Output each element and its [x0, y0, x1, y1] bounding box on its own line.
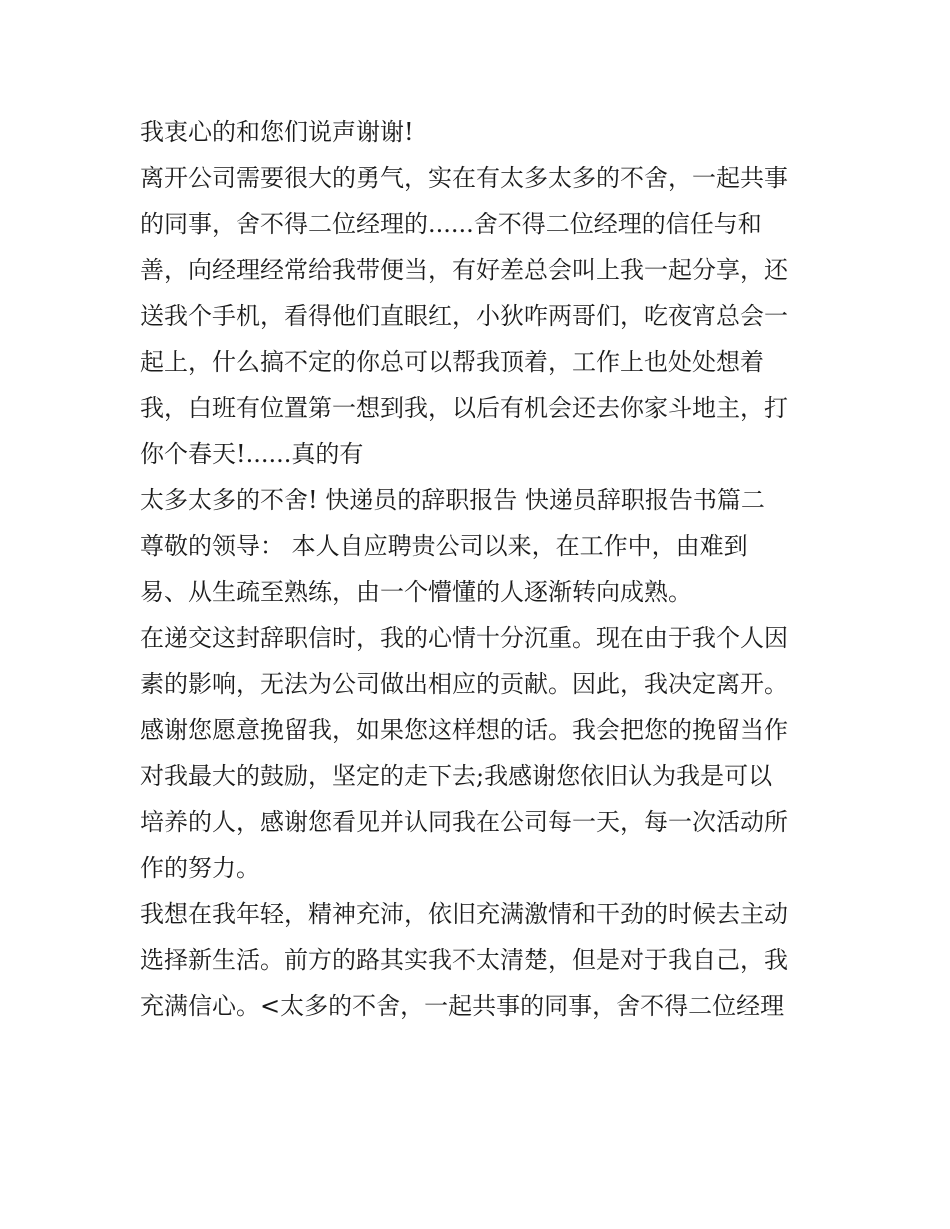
text-line: 我想在我年轻，精神充沛，依旧充满激情和干劲的时候去主动: [140, 900, 788, 928]
text-line: 送我个手机，看得他们直眼红，小狄咋两哥们，吃夜宵总会一: [140, 302, 788, 330]
text-line: 对我最大的鼓励，坚定的走下去;我感谢您依旧认为我是可以: [140, 762, 773, 790]
text-line: 太多太多的不舍! 快递员的辞职报告 快递员辞职报告书篇二: [140, 486, 765, 514]
text-line: 作的努力。: [140, 854, 260, 882]
text-line: 的同事，舍不得二位经理的......舍不得二位经理的信任与和: [140, 210, 762, 238]
text-line: 善，向经理经常给我带便当，有好差总会叫上我一起分享，还: [140, 256, 788, 284]
text-line: 素的影响，无法为公司做出相应的贡献。因此，我决定离开。: [140, 670, 788, 698]
text-line: 选择新生活。前方的路其实我不太清楚，但是对于我自己，我: [140, 946, 788, 974]
text-line: 我衷心的和您们说声谢谢!: [140, 118, 414, 146]
text-line: 起上，什么搞不定的你总可以帮我顶着，工作上也处处想着: [140, 348, 764, 376]
text-line: 你个春天!......真的有: [140, 440, 364, 468]
text-line: 感谢您愿意挽留我，如果您这样想的话。我会把您的挽留当作: [140, 716, 788, 744]
text-line: 充满信心。<太多的不舍，一起共事的同事，舍不得二位经理: [140, 992, 785, 1020]
text-line: 易、从生疏至熟练，由一个懵懂的人逐渐转向成熟。: [140, 578, 692, 606]
text-line: 培养的人，感谢您看见并认同我在公司每一天，每一次活动所: [140, 808, 788, 836]
text-line: 尊敬的领导： 本人自应聘贵公司以来，在工作中，由难到: [140, 532, 748, 560]
text-line: 在递交这封辞职信时，我的心情十分沉重。现在由于我个人因: [140, 624, 788, 652]
text-line: 离开公司需要很大的勇气，实在有太多太多的不舍，一起共事: [140, 164, 788, 192]
text-line: 我，白班有位置第一想到我，以后有机会还去你家斗地主，打: [140, 394, 788, 422]
document-body: [140, 109, 820, 1029]
